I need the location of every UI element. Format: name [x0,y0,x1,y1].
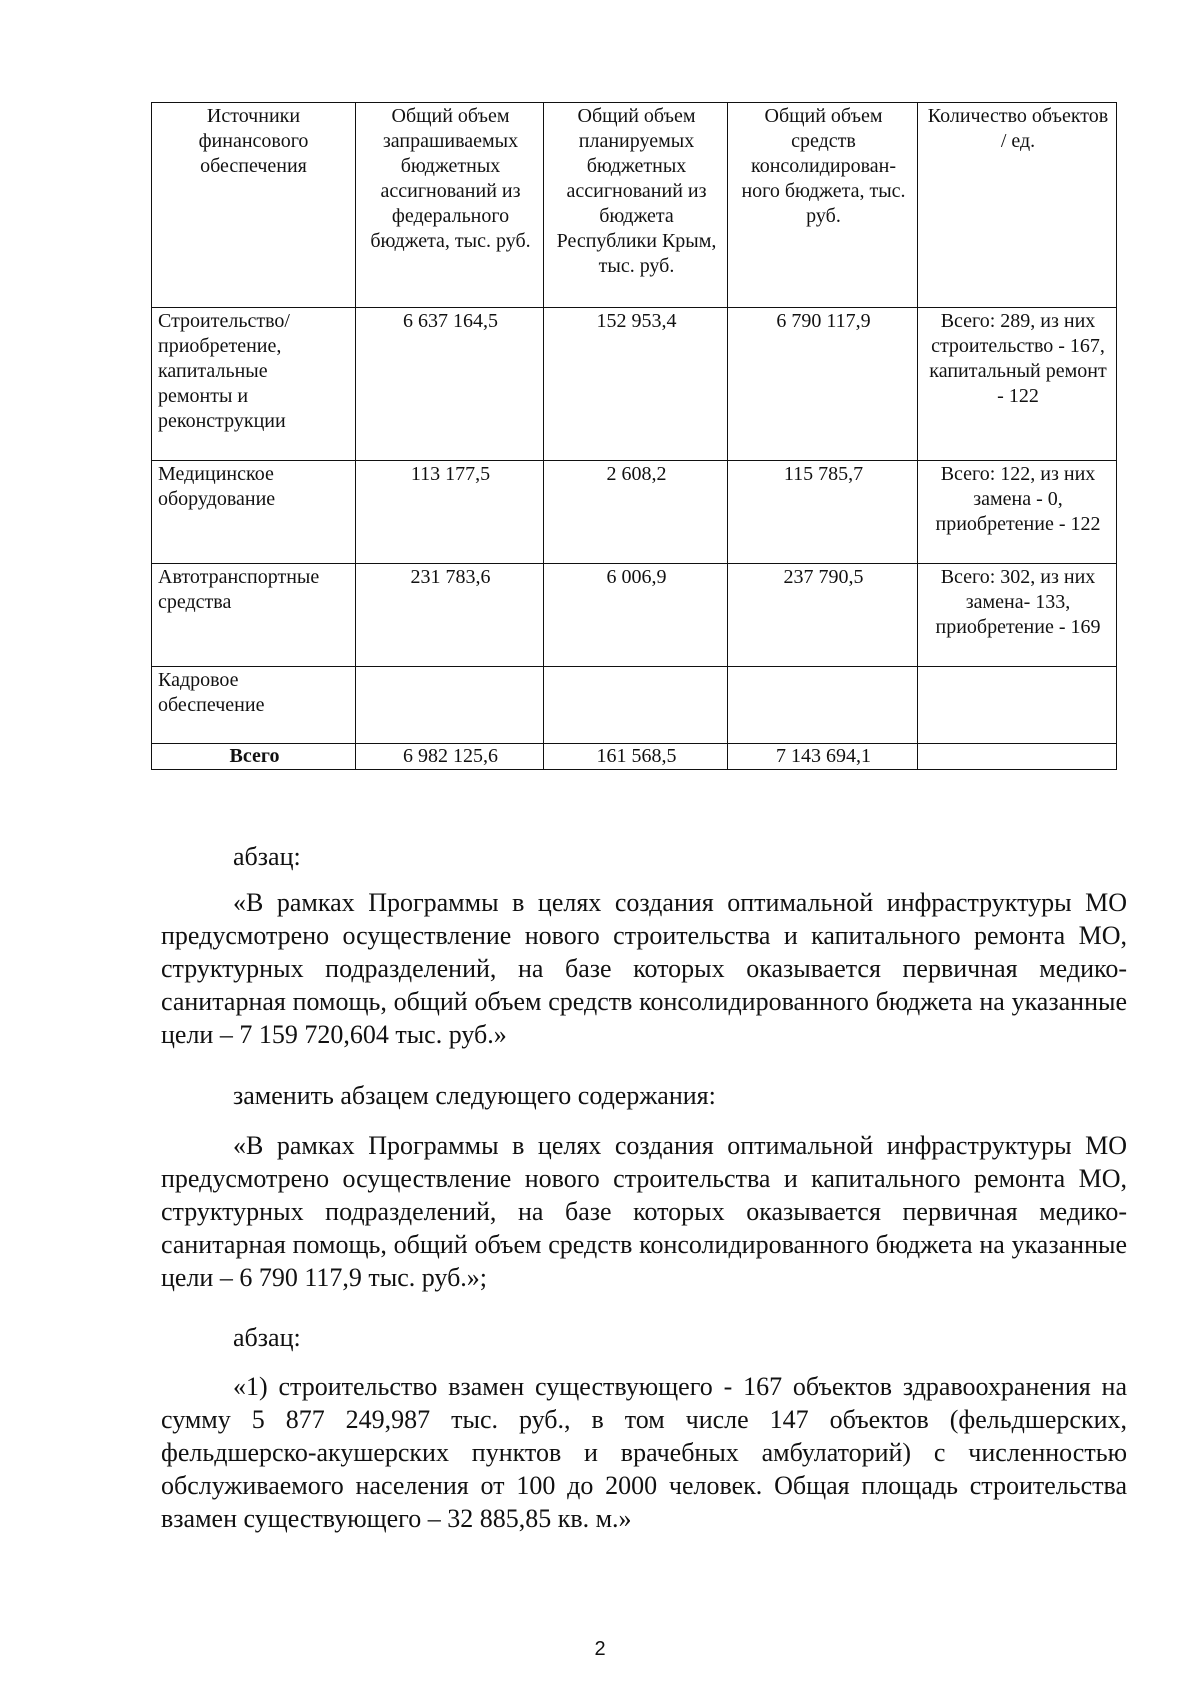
cell-count [918,667,1117,744]
cell-federal: 231 783,6 [356,564,544,667]
table-total-row [152,744,1117,770]
paragraph-new-text [161,1129,1127,1294]
cell-total-federal: 6 982 125,6 [356,744,544,770]
cell-consolidated: 6 790 117,9 [728,308,918,461]
paragraph-replace-instruction [161,1079,1127,1112]
cell-republic: 152 953,4 [544,308,728,461]
cell-source: Кадровое обеспечение [152,667,356,744]
cell-federal [356,667,544,744]
cell-federal: 6 637 164,5 [356,308,544,461]
paragraph-text: абзац: [233,842,301,871]
header-count: Количество объектов / ед. [918,103,1117,308]
cell-total-label: Всего [152,744,356,770]
cell-total-count [918,744,1117,770]
table-row [152,461,1117,564]
paragraph-text: абзац: [233,1323,301,1352]
header-source: Источники финансового обеспечения [152,103,356,308]
paragraph-text: «В рамках Программы в целях создания оптимальной инфраструктуры МО предусмотрено осуществление нового строительства и капитального ремонта МО, структурных подразделений, на базе которых оказывается первичная медико-санитарная помощь, общий объем средств консолидированного бюджета на указанные цели – 7 159 720,604 тыс. руб.» [161,888,1127,1049]
cell-count: Всего: 289, из них строительство - 167, капитальный ремонт - 122 [918,308,1117,461]
cell-republic: 2 608,2 [544,461,728,564]
cell-federal: 113 177,5 [356,461,544,564]
cell-consolidated: 115 785,7 [728,461,918,564]
paragraph-old-text [161,886,1127,1051]
cell-source: Строительство/ приобретение, капитальные ремонты и реконструкции [152,308,356,461]
paragraph-abzac-2 [161,1321,1127,1354]
paragraph-abzac-1 [161,840,1127,873]
cell-consolidated [728,667,918,744]
header-republic: Общий объем планируемых бюджетных ассигнований из бюджета Республики Крым, тыс. руб. [544,103,728,308]
cell-count: Всего: 302, из них замена- 133, приобретение - 169 [918,564,1117,667]
cell-source: Медицинское оборудование [152,461,356,564]
header-consolidated: Общий объем средств консолидирован-ного бюджета, тыс. руб. [728,103,918,308]
table-header-row [152,103,1117,308]
cell-republic [544,667,728,744]
cell-republic: 6 006,9 [544,564,728,667]
table-row [152,667,1117,744]
cell-source: Автотранспортные средства [152,564,356,667]
paragraph-text: заменить абзацем следующего содержания: [233,1081,716,1110]
header-federal: Общий объем запрашиваемых бюджетных ассигнований из федерального бюджета, тыс. руб. [356,103,544,308]
page-number: 2 [594,1638,606,1660]
cell-total-consolidated: 7 143 694,1 [728,744,918,770]
table-row [152,308,1117,461]
cell-count: Всего: 122, из них замена - 0, приобретение - 122 [918,461,1117,564]
table-row [152,564,1117,667]
financing-table [151,102,1117,770]
paragraph-text: «В рамках Программы в целях создания оптимальной инфраструктуры МО предусмотрено осуществление нового строительства и капитального ремонта МО, структурных подразделений, на базе которых оказывается первичная медико-санитарная помощь, общий объем средств консолидированного бюджета на указанные цели – 6 790 117,9 тыс. руб.»; [161,1131,1127,1292]
paragraph-construction [161,1370,1127,1535]
cell-total-republic: 161 568,5 [544,744,728,770]
paragraph-text: «1) строительство взамен существующего - 167 объектов здравоохранения на сумму 5 877 249,987 тыс. руб., в том числе 147 объектов (фельдшерских, фельдшерско-акушерских пунктов и врачебных амбулаторий) с численностью обслуживаемого населения от 100 до 2000 человек. Общая площадь строительства взамен существующего – 32 885,85 кв. м.» [161,1372,1127,1533]
cell-consolidated: 237 790,5 [728,564,918,667]
